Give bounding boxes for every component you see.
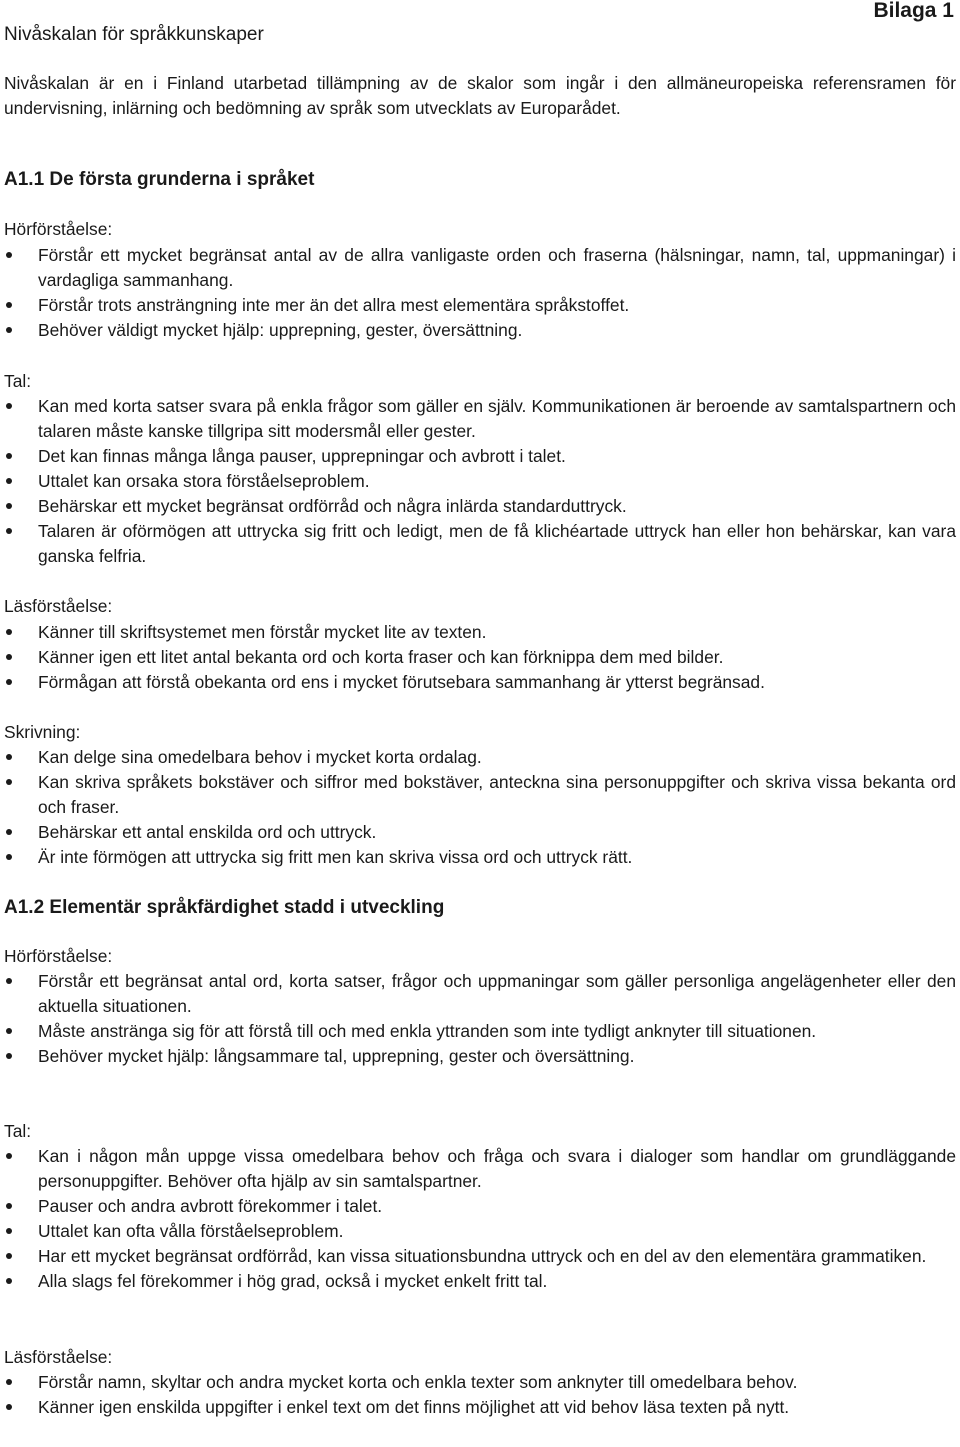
bullet-icon	[6, 1028, 12, 1034]
list-item: Har ett mycket begränsat ordförråd, kan vissa situationsbundna uttryck och en del av den elementära grammatiken.	[0, 1244, 956, 1269]
list-item: Känner igen ett litet antal bekanta ord och korta fraser och kan förknippa dem med bilder.	[0, 645, 956, 670]
list-item: Uttalet kan ofta vålla förståelseproblem.	[0, 1219, 956, 1244]
bullet-icon	[6, 403, 12, 409]
bullet-icon	[6, 528, 12, 534]
bullet-icon	[6, 453, 12, 459]
bullet-icon	[6, 302, 12, 308]
list-item: Alla slags fel förekommer i hög grad, också i mycket enkelt fritt tal.	[0, 1269, 956, 1294]
list-item: Det kan finnas många långa pauser, upprepningar och avbrott i talet.	[0, 444, 956, 469]
list-item: Är inte förmögen att uttrycka sig fritt men kan skriva vissa ord och uttryck rätt.	[0, 845, 956, 870]
bullet-icon	[6, 679, 12, 685]
list-item: Förstår trots ansträngning inte mer än det allra mest elementära språkstoffet.	[0, 293, 956, 318]
bullet-list-writing	[0, 745, 956, 870]
list-item: Behärskar ett mycket begränsat ordförråd och några inlärda standarduttryck.	[0, 494, 956, 519]
document-title: Nivåskalan för språkkunskaper	[4, 24, 264, 45]
bullet-icon	[6, 1278, 12, 1284]
list-item: Förstår ett mycket begränsat antal av de allra vanligaste orden och fraserna (hälsningar, namn, tal, uppmaningar) i vardagliga sammanhang.	[0, 243, 956, 293]
list-item: Måste anstränga sig för att förstå till och med enkla yttranden som inte tydligt anknyter till situationen.	[0, 1019, 956, 1044]
list-item: Känner till skriftsystemet men förstår mycket lite av texten.	[0, 620, 956, 645]
section-heading-reading: Läsförståelse:	[4, 596, 113, 616]
list-item: Kan skriva språkets bokstäver och siffror med bokstäver, anteckna sina personuppgifter och skriva vissa bekanta ord och fraser.	[0, 770, 956, 820]
bullet-icon	[6, 654, 12, 660]
list-item: Uttalet kan orsaka stora förståelseproblem.	[0, 469, 956, 494]
list-item: Behöver väldigt mycket hjälp: upprepning, gester, översättning.	[0, 318, 956, 343]
bullet-list-speaking	[0, 1144, 956, 1294]
section-heading-listening: Hörförståelse:	[4, 219, 113, 239]
list-item: Behärskar ett antal enskilda ord och uttryck.	[0, 820, 956, 845]
list-item: Förmågan att förstå obekanta ord ens i mycket förutsebara sammanhang är ytterst begränsad.	[0, 670, 956, 695]
appendix-label: Bilaga 1	[873, 0, 954, 22]
bullet-icon	[6, 1153, 12, 1159]
bullet-icon	[6, 779, 12, 785]
bullet-icon	[6, 754, 12, 760]
section-heading-listening: Hörförståelse:	[4, 946, 113, 966]
list-item: Kan i någon mån uppge vissa omedelbara behov och fråga och svara i dialoger som handlar om grundläggande personuppgifter. Behöver ofta hjälp av sin samtalspartner.	[0, 1144, 956, 1194]
bullet-icon	[6, 1228, 12, 1234]
bullet-list-listening	[0, 243, 956, 343]
level-heading-a1-1: A1.1 De första grunderna i språket	[4, 169, 315, 190]
intro-paragraph: Nivåskalan är en i Finland utarbetad tillämpning av de skalor som ingår i den allmäneuropeiska referensramen för undervisning, inlärning och bedömning av språk som utvecklats av Europarådet.	[4, 73, 956, 118]
bullet-list-reading	[0, 620, 956, 695]
level-heading-a1-2: A1.2 Elementär språkfärdighet stadd i utveckling	[4, 897, 445, 918]
list-item: Förstår namn, skyltar och andra mycket korta och enkla texter som anknyter till omedelbara behov.	[0, 1370, 956, 1395]
bullet-icon	[6, 503, 12, 509]
bullet-list-reading	[0, 1370, 956, 1420]
list-item: Känner igen enskilda uppgifter i enkel text om det finns möjlighet att vid behov läsa texten på nytt.	[0, 1395, 956, 1420]
list-item: Kan delge sina omedelbara behov i mycket korta ordalag.	[0, 745, 956, 770]
bullet-icon	[6, 327, 12, 333]
list-item: Förstår ett begränsat antal ord, korta satser, frågor och uppmaningar som gäller personliga angelägenheter eller den aktuella situationen.	[0, 969, 956, 1019]
list-item: Talaren är oförmögen att uttrycka sig fritt och ledigt, men de få klichéartade uttryck han eller hon behärskar, kan vara ganska felfria.	[0, 519, 956, 569]
bullet-icon	[6, 252, 12, 258]
bullet-icon	[6, 829, 12, 835]
bullet-icon	[6, 978, 12, 984]
bullet-icon	[6, 854, 12, 860]
bullet-icon	[6, 1253, 12, 1259]
list-item: Behöver mycket hjälp: långsammare tal, upprepning, gester och översättning.	[0, 1044, 956, 1069]
bullet-icon	[6, 629, 12, 635]
bullet-icon	[6, 1203, 12, 1209]
list-item: Kan med korta satser svara på enkla frågor som gäller en själv. Kommunikationen är beroende av samtalspartnern och talaren måste kanske tillgripa sitt modersmål eller gester.	[0, 394, 956, 444]
section-heading-reading: Läsförståelse:	[4, 1347, 113, 1367]
bullet-icon	[6, 1053, 12, 1059]
section-heading-speaking: Tal:	[4, 371, 32, 391]
bullet-icon	[6, 1404, 12, 1410]
bullet-icon	[6, 478, 12, 484]
section-heading-writing: Skrivning:	[4, 722, 81, 742]
list-item: Pauser och andra avbrott förekommer i talet.	[0, 1194, 956, 1219]
bullet-icon	[6, 1379, 12, 1385]
bullet-list-listening	[0, 969, 956, 1069]
bullet-list-speaking	[0, 394, 956, 569]
section-heading-speaking: Tal:	[4, 1121, 32, 1141]
